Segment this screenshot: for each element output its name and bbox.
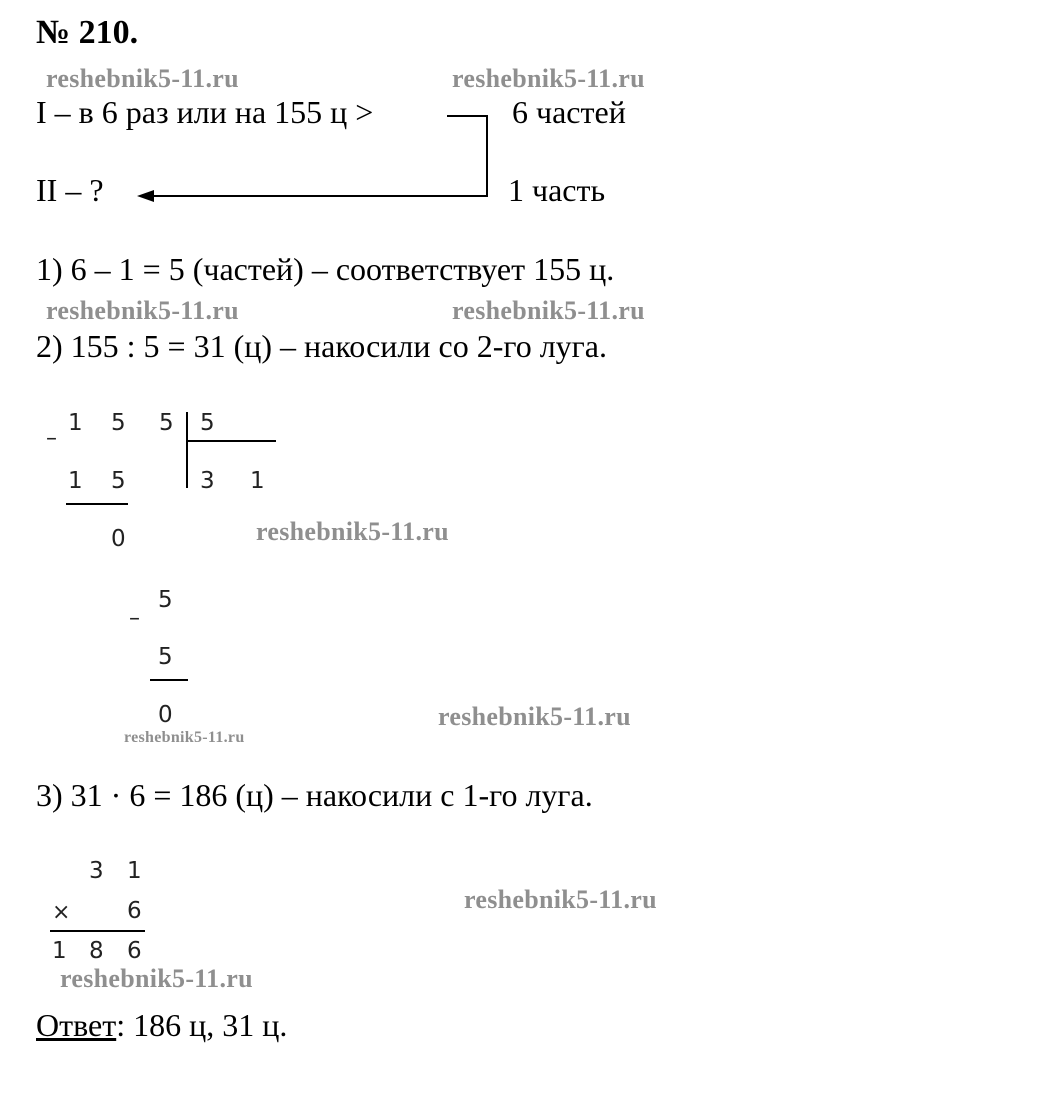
dividend-digit: 5 — [111, 410, 126, 436]
step-2: 2) 155 : 5 = 31 (ц) – накосили со 2-го луга. — [36, 328, 607, 364]
quotient-digit: 1 — [250, 468, 265, 494]
watermark: reshebnik5-11.ru — [46, 64, 239, 93]
divisor: 5 — [200, 410, 215, 436]
answer — [36, 1009, 287, 1041]
subtrahend-digit: 5 — [111, 468, 126, 494]
multiplier-digit: 6 — [127, 898, 142, 924]
minus-sign: – — [46, 426, 57, 451]
watermark: reshebnik5-11.ru — [452, 64, 645, 93]
multiply-sign: × — [52, 900, 71, 925]
product-digit: 1 — [52, 938, 67, 964]
subtrahend-digit: 5 — [158, 644, 173, 670]
subtraction-line — [150, 679, 188, 681]
answer-value: : 186 ц, 31 ц. — [116, 1007, 288, 1043]
product-line — [50, 930, 145, 932]
division-bar — [186, 412, 188, 488]
subtrahend-digit: 1 — [68, 468, 83, 494]
minuend-digit: 5 — [158, 587, 173, 613]
scheme-parts-2: 1 часть — [508, 172, 606, 208]
watermark: reshebnik5-11.ru — [46, 296, 239, 325]
dividend-digit: 1 — [68, 410, 83, 436]
remainder: 0 — [111, 526, 126, 552]
watermark: reshebnik5-11.ru — [452, 296, 645, 325]
remainder: 0 — [158, 702, 173, 728]
watermark: reshebnik5-11.ru — [256, 517, 449, 546]
watermark: reshebnik5-11.ru — [464, 885, 657, 914]
scheme-row-1: I – в 6 раз или на 155 ц > — [36, 94, 374, 130]
problem-number: № 210. — [36, 14, 139, 51]
minus-sign: – — [129, 606, 140, 631]
scheme-parts-1: 6 частей — [512, 94, 626, 130]
product-digit: 8 — [89, 938, 104, 964]
watermark: reshebnik5-11.ru — [124, 729, 245, 746]
watermark: reshebnik5-11.ru — [60, 964, 253, 993]
dividend-digit: 5 — [159, 410, 174, 436]
subtraction-line — [66, 503, 128, 505]
answer-label: Ответ — [36, 1007, 117, 1043]
step-3: 3) 31 · 6 = 186 (ц) – накосили с 1-го луга. — [36, 777, 593, 813]
product-digit: 6 — [127, 938, 142, 964]
multiplicand-digit: 1 — [127, 858, 142, 884]
quotient-digit: 3 — [200, 468, 215, 494]
watermark: reshebnik5-11.ru — [438, 702, 631, 731]
quotient-line — [186, 440, 276, 442]
multiplicand-digit: 3 — [89, 858, 104, 884]
step-1: 1) 6 – 1 = 5 (частей) – соответствует 155 ц. — [36, 251, 615, 287]
scheme-row-2: II – ? — [36, 172, 104, 208]
